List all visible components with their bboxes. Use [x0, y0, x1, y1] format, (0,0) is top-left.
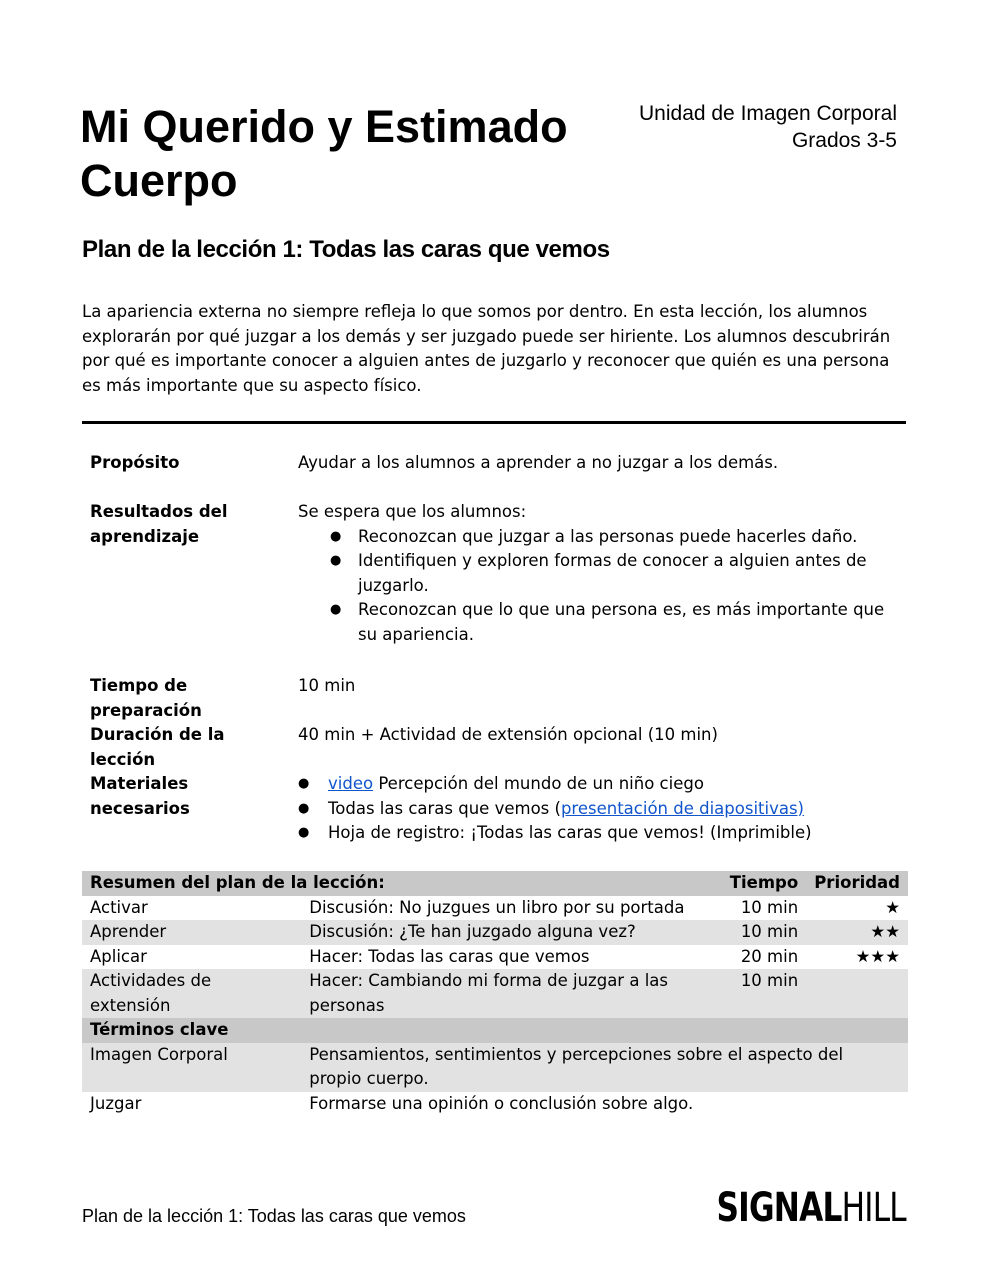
terms-header-row: [82, 1018, 908, 1043]
phase-cell: Actividades de extensión: [82, 969, 301, 1018]
table-row: [82, 896, 908, 921]
phase-cell: Activar: [90, 897, 148, 917]
definition-cell: Formarse una opinión o conclusión sobre algo.: [309, 1093, 694, 1113]
table-row: [82, 969, 908, 1018]
logo-part-bold: SIGNAL: [716, 1185, 842, 1231]
activity-cell: Hacer: Cambiando mi forma de juzgar a las personas: [301, 969, 716, 1018]
document-title: Mi Querido y Estimado Cuerpo: [80, 101, 568, 206]
purpose-value: Ayudar a los alumnos a aprender a no juzgar a los demás.: [298, 453, 779, 472]
outcome-item: ● Identifiquen y exploren formas de conocer a alguien antes de juzgarlo.: [298, 549, 898, 598]
slides-link[interactable]: presentación de diapositivas): [560, 798, 804, 818]
time-cell: 10 min: [716, 969, 806, 1018]
activity-cell: Discusión: No juzgues un libro por su portada: [309, 897, 685, 917]
prep-label: Tiempo de preparación: [90, 676, 202, 720]
table-row: [82, 1092, 908, 1117]
table-row: [82, 920, 908, 945]
intro-paragraph: La apariencia externa no siempre refleja lo que somos por dentro. En esta lección, los alumnos explorarán por qué juzgar a los demás y ser juzgado puede ser hiriente. Los alumnos descubrirán por qué es importante conocer a alguien antes de juzgarlo y reconocer que quién es una persona es más importante que su aspecto físico.: [82, 302, 891, 395]
time-column-header: Tiempo: [716, 871, 806, 896]
material-item: [298, 797, 898, 822]
material-text: Percepción del mundo de un niño ciego: [373, 774, 704, 793]
time-cell: 20 min: [740, 946, 799, 966]
time-cell: 10 min: [740, 897, 799, 917]
term-cell: Imagen Corporal: [82, 1043, 301, 1092]
unit-info: [639, 100, 897, 154]
table-row: [82, 945, 908, 970]
materials-label: Materiales necesarios: [90, 774, 190, 818]
priority-stars-icon: ★★: [806, 920, 908, 945]
materials-value: [298, 772, 898, 846]
outcome-item: ● Reconozcan que lo que una persona es, es más importante que su apariencia.: [298, 598, 898, 647]
phase-cell: Aprender: [82, 920, 301, 945]
logo-part-light: HILL: [841, 1185, 906, 1231]
outcome-item: ● Reconozcan que juzgar a las personas puede hacerles daño.: [298, 525, 898, 550]
video-link[interactable]: video: [328, 774, 374, 793]
duration-value: 40 min + Actividad de extensión opcional (10 min): [298, 725, 718, 744]
material-item: ● Hoja de registro: ¡Todas las caras que vemos! (Imprimible): [298, 821, 898, 846]
footer-text: Plan de la lección 1: Todas las caras que vemos: [82, 1206, 466, 1226]
unit-name: Unidad de Imagen Corporal: [639, 102, 897, 125]
materials-list: [298, 772, 898, 846]
outcomes-value: [298, 500, 898, 647]
prep-value: 10 min: [298, 676, 356, 695]
material-item: [298, 772, 898, 797]
activity-cell: Discusión: ¿Te han juzgado alguna vez?: [301, 920, 716, 945]
lesson-summary-table: [82, 871, 908, 1116]
priority-stars-icon: ★: [885, 897, 900, 917]
signalhill-logo: [717, 1183, 906, 1233]
activity-cell: Hacer: Todas las caras que vemos: [309, 946, 590, 966]
time-cell: 10 min: [716, 920, 806, 945]
divider: [82, 421, 906, 424]
priority-stars-icon: ★★★: [855, 946, 900, 966]
grade-level: Grados 3-5: [791, 129, 897, 152]
definition-cell: Pensamientos, sentimientos y percepciones sobre el aspecto del propio cuerpo.: [301, 1043, 908, 1092]
lesson-title: Plan de la lección 1: Todas las caras que vemos: [82, 236, 610, 263]
outcomes-label: Resultados del aprendizaje: [90, 502, 228, 546]
material-text: Todas las caras que vemos (: [328, 798, 561, 818]
table-row: [82, 1043, 908, 1092]
summary-header-label: Resumen del plan de la lección:: [82, 871, 716, 896]
priority-column-header: Prioridad: [806, 871, 908, 896]
priority-stars-icon: [806, 969, 908, 1018]
duration-label: Duración de la lección: [90, 725, 225, 769]
term-cell: Juzgar: [90, 1093, 142, 1113]
terms-header-label: Términos clave: [82, 1018, 908, 1043]
outcomes-intro: Se espera que los alumnos:: [298, 502, 527, 521]
summary-header-row: [82, 871, 908, 896]
phase-cell: Aplicar: [90, 946, 147, 966]
outcomes-list: [298, 525, 898, 648]
purpose-label: Propósito: [90, 453, 180, 472]
